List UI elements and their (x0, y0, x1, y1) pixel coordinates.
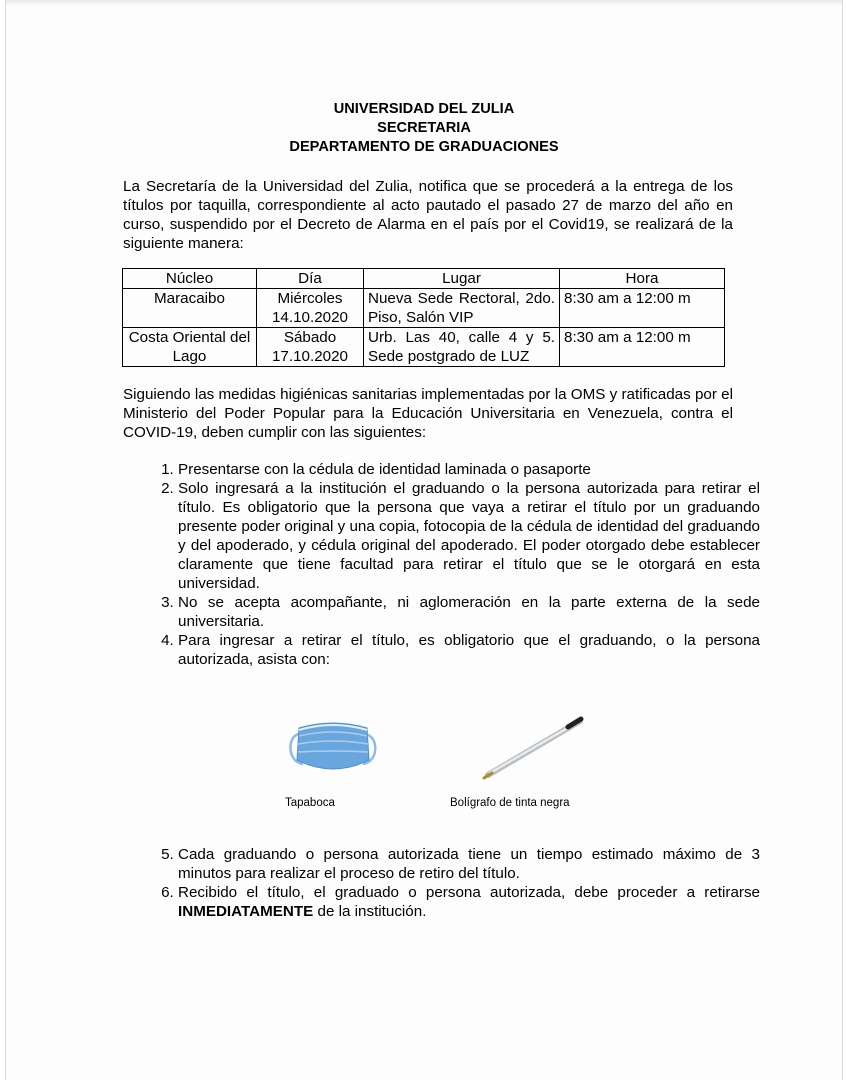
list-item: 2. Solo ingresará a la institución el graduando o la persona autorizada para retirar el título. Es obligatorio que la persona que vaya a retirar el título por un graduando presente poder original y una copia, fotocopia de la cédula de identidad del graduando y del apoderado, y cédula original del apoderado. El poder otorgado debe establecer claramente que tiene facultad para retirar el título que se le otorgará en esta universidad. (178, 479, 760, 593)
schedule-table (122, 268, 725, 367)
face-mask-icon (285, 712, 381, 782)
table-row (123, 289, 725, 328)
list-item: 5. Cada graduando o persona autorizada tiene un tiempo estimado máximo de 3 minutos para realizar el proceso de retiro del título. (178, 845, 760, 883)
pen-caption: Bolígrafo de tinta negra (450, 797, 570, 809)
pen-icon (480, 715, 586, 780)
cell-hora: 8:30 am a 12:00 m (560, 289, 725, 328)
page-top-edge (6, 0, 842, 6)
schedule-header-row (123, 269, 725, 289)
cell-dia (257, 289, 364, 328)
list-item: 4. Para ingresar a retirar el título, es obligatorio que el graduando, o la persona autorizada, asista con: (178, 631, 760, 669)
table-row (123, 328, 725, 367)
cell-dia-fecha: 14.10.2020 (271, 309, 348, 326)
item6-text: Recibido el título, el graduado o persona autorizada, debe proceder a retirarse (178, 884, 760, 901)
cell-lugar: Urb. Las 40, calle 4 y 5. Sede postgrado de LUZ (364, 328, 560, 367)
measures-paragraph: Siguiendo las medidas higiénicas sanitarias implementadas por la OMS y ratificadas por el Ministerio del Poder Popular para la Educación Universitaria en Venezuela, contra el COVID-19, deben cumplir con las siguientes: (123, 386, 733, 441)
col-header-hora: Hora (560, 269, 725, 289)
mask-caption: Tapaboca (285, 797, 335, 809)
list-item (178, 883, 760, 921)
cell-dia (257, 328, 364, 367)
header-department: DEPARTAMENTO DE GRADUACIONES (289, 139, 559, 155)
cell-dia-nombre: Miércoles (277, 290, 343, 307)
list-item: 1. Presentarse con la cédula de identidad laminada o pasaporte (178, 460, 760, 479)
requirements-list (151, 460, 760, 669)
cell-hora: 8:30 am a 12:00 m (560, 328, 725, 367)
header-university: UNIVERSIDAD DEL ZULIA (333, 101, 515, 117)
cell-nucleo: Costa Oriental del Lago (123, 328, 257, 367)
col-header-lugar: Lugar (364, 269, 560, 289)
cell-nucleo: Maracaibo (123, 289, 257, 328)
intro-paragraph: La Secretaría de la Universidad del Zulia, notifica que se procederá a la entrega de los títulos por taquilla, correspondiente al acto pautado el pasado 27 de marzo del año en curso, suspendido por el Decreto de Alarma en el país por el Covid19, se realizará de la siguiente manera: (123, 178, 733, 252)
item6-emphasis: INMEDIATAMENTE (178, 903, 314, 920)
list-item: 3. No se acepta acompañante, ni aglomeración en la parte externa de la sede universitaria. (178, 593, 760, 631)
header-secretaria: SECRETARIA (377, 120, 471, 136)
item6-text-end: de la institución. (313, 903, 427, 920)
col-header-nucleo: Núcleo (123, 269, 257, 289)
col-header-dia: Día (257, 269, 364, 289)
requirements-list-continued (151, 845, 760, 921)
cell-dia-fecha: 17.10.2020 (271, 348, 348, 365)
document-page (5, 0, 843, 1080)
cell-lugar: Nueva Sede Rectoral, 2do. Piso, Salón VIP (364, 289, 560, 328)
document-header (6, 100, 842, 157)
cell-dia-nombre: Sábado (283, 329, 337, 346)
